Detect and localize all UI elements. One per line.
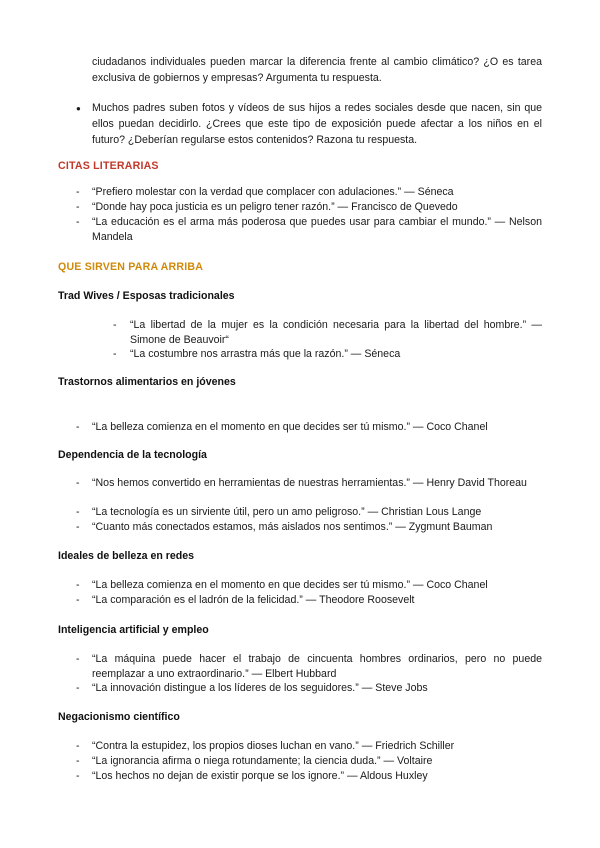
topic-heading: Trad Wives / Esposas tradicionales <box>58 290 235 302</box>
quote-text: “La costumbre nos arrastra más que la razón.” — Séneca <box>130 348 401 360</box>
topic-heading: Negacionismo científico <box>58 711 180 723</box>
quote-text: “Contra la estupidez, los propios dioses luchan en vano.” — Friedrich Schiller <box>92 740 455 752</box>
quote-text: “La máquina puede hacer el trabajo de cincuenta hombres ordinarios, pero no puede reemplazar a uno extraordinario.” — Elbert Hubbard <box>92 653 542 680</box>
dash-marker: - <box>113 319 117 331</box>
dash-marker: - <box>113 348 117 360</box>
sirven-heading: QUE SIRVEN PARA ARRIBA <box>58 261 204 273</box>
topic-heading: Trastornos alimentarios en jóvenes <box>58 376 236 388</box>
quote-text: “Prefiero molestar con la verdad que complacer con adulaciones.” — Séneca <box>92 186 454 198</box>
dash-marker: - <box>76 521 80 533</box>
quote-text: “La innovación distingue a los líderes de los seguidores.” — Steve Jobs <box>92 682 428 694</box>
dash-marker: - <box>76 421 80 433</box>
topic-heading: Inteligencia artificial y empleo <box>58 624 209 636</box>
quote-text: “Donde hay poca justicia es un peligro tener razón.” — Francisco de Quevedo <box>92 201 458 213</box>
dash-marker: - <box>76 216 80 228</box>
quote-text: “Nos hemos convertido en herramientas de nuestras herramientas.” — Henry David Thoreau <box>92 477 527 489</box>
dash-marker: - <box>76 579 80 591</box>
dash-marker: - <box>76 740 80 752</box>
quote-text: “La comparación es el ladrón de la felicidad.” — Theodore Roosevelt <box>92 594 415 606</box>
quote-text: “La ignorancia afirma o niega rotundamente; la ciencia duda.” — Voltaire <box>92 755 433 767</box>
quote-text: “La belleza comienza en el momento en que decides ser tú mismo.” — Coco Chanel <box>92 421 488 433</box>
topic-heading: Dependencia de la tecnología <box>58 449 207 461</box>
dash-marker: - <box>76 755 80 767</box>
dash-marker: - <box>76 506 80 518</box>
quote-text: “Los hechos no dejan de existir porque se los ignore.” — Aldous Huxley <box>92 770 428 782</box>
dash-marker: - <box>76 653 80 665</box>
bullet-dot: ● <box>76 104 81 113</box>
quote-text: “La educación es el arma más poderosa que puedes usar para cambiar el mundo.” — Nelson Mandela <box>92 216 542 243</box>
quote-text: “La libertad de la mujer es la condición necesaria para la libertad del hombre.” — Simone de Beauvoir“ <box>130 319 542 346</box>
dash-marker: - <box>76 682 80 694</box>
topic-heading: Ideales de belleza en redes <box>58 550 195 562</box>
dash-marker: - <box>76 201 80 213</box>
dash-marker: - <box>76 594 80 606</box>
dash-marker: - <box>76 186 80 198</box>
citas-literarias-heading: CITAS LITERARIAS <box>58 160 159 172</box>
intro-bullet-text: Muchos padres suben fotos y vídeos de sus hijos a redes sociales desde que nacen, sin que ellos puedan decidirlo. ¿Crees que este tipo de exposición puede afectar a los niños en el futuro? ¿Deberían regularse estos contenidos? Razona tu respuesta. <box>92 102 542 146</box>
quote-text: “La tecnología es un sirviente útil, pero un amo peligroso.” — Christian Lous Lange <box>92 506 482 518</box>
intro-continuation-text: ciudadanos individuales pueden marcar la diferencia frente al cambio climático? ¿O es tarea exclusiva de gobiernos y empresas? Argumenta tu respuesta. <box>92 56 542 84</box>
dash-marker: - <box>76 770 80 782</box>
quote-text: “Cuanto más conectados estamos, más aislados nos sentimos.” — Zygmunt Bauman <box>92 521 493 533</box>
dash-marker: - <box>76 477 80 489</box>
quote-text: “La belleza comienza en el momento en que decides ser tú mismo.” — Coco Chanel <box>92 579 488 591</box>
